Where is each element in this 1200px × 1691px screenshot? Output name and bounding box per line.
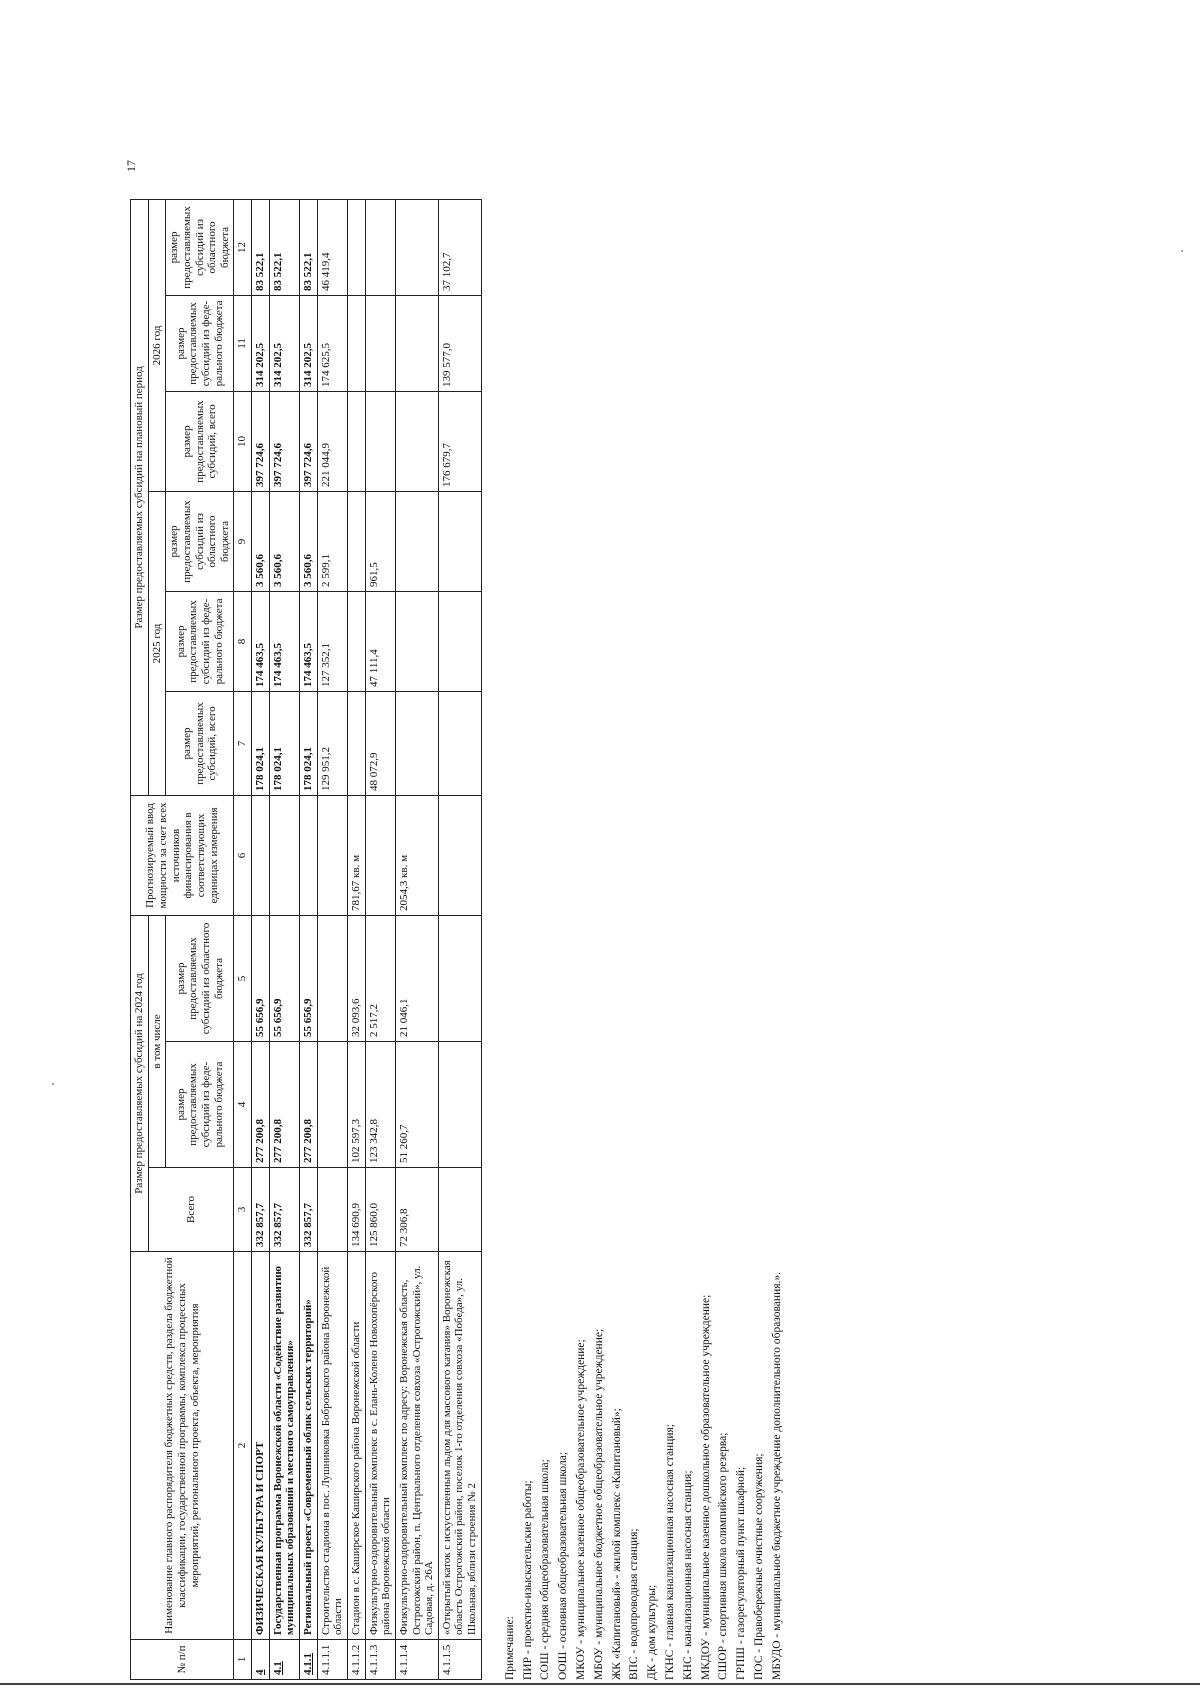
header-row-1 bbox=[131, 199, 149, 1679]
reg-2024-header: размер предоставляемых субсидий из областного бюджета bbox=[166, 915, 234, 1041]
value-cell bbox=[395, 391, 438, 491]
value-cell bbox=[438, 795, 481, 915]
value-cell: 397 724,6 bbox=[269, 391, 299, 491]
value-cell: 134 690,9 bbox=[347, 1168, 365, 1252]
scan-speck bbox=[52, 1083, 54, 1085]
reg-2025-header: размер предоставляемых субсидий из областного бюджета bbox=[166, 491, 234, 591]
including-header: в том числе bbox=[148, 915, 166, 1167]
note-line: ДК - дом культуры; bbox=[646, 1584, 659, 1680]
value-cell bbox=[395, 491, 438, 591]
value-cell: 51 260,7 bbox=[395, 1042, 438, 1168]
value-cell bbox=[395, 295, 438, 391]
table-row bbox=[269, 199, 299, 1679]
value-cell bbox=[438, 915, 481, 1041]
notes-section bbox=[502, 200, 787, 1680]
notes-title: Примечание: bbox=[503, 1616, 516, 1680]
note-line: МБУДО - муниципальное бюджетное учреждение дополнительного образования.». bbox=[770, 1271, 783, 1680]
value-cell: 174 463,5 bbox=[269, 591, 299, 691]
reg-2026-header: размер предоставляемых субсидий из областного бюджета bbox=[166, 199, 234, 295]
index-cell: 5 bbox=[234, 915, 252, 1041]
value-cell: 21 046,1 bbox=[395, 915, 438, 1041]
index-cell: 2 bbox=[234, 1252, 252, 1640]
value-cell: 2054,3 кв. м bbox=[395, 795, 438, 915]
note-line: ПИР - проектно-изыскательские работы; bbox=[521, 1480, 534, 1680]
value-cell: 3 560,6 bbox=[269, 491, 299, 591]
value-cell bbox=[438, 691, 481, 795]
value-cell: 332 857,7 bbox=[269, 1168, 299, 1252]
value-cell bbox=[317, 1042, 347, 1168]
value-cell bbox=[438, 591, 481, 691]
table-row bbox=[300, 199, 318, 1679]
value-cell: 176 679,7 bbox=[438, 391, 481, 491]
value-cell: 127 352,1 bbox=[317, 591, 347, 691]
subsidies-table bbox=[130, 199, 482, 1680]
fed-2024-header: размер предоставляемых субсидий из феде-рального бюджета bbox=[166, 1042, 234, 1168]
value-cell: 83 522,1 bbox=[269, 199, 299, 295]
note-line: СОШ - средняя общеобразовательная школа; bbox=[539, 1459, 552, 1680]
table-row bbox=[347, 199, 365, 1679]
table-row bbox=[438, 199, 481, 1679]
row-number-cell: 4.1.1.4 bbox=[395, 1640, 438, 1680]
value-cell: 332 857,7 bbox=[300, 1168, 318, 1252]
scan-speck bbox=[1181, 250, 1183, 252]
row-number-cell: 4 bbox=[252, 1640, 270, 1680]
value-cell: 2 517,2 bbox=[365, 915, 395, 1041]
value-cell: 47 111,4 bbox=[365, 591, 395, 691]
table-row bbox=[365, 199, 395, 1679]
note-line: СШОР - спортивная школа олимпийского резерва; bbox=[717, 1432, 730, 1680]
row-number-cell: 4.1.1.1 bbox=[317, 1640, 347, 1680]
value-cell bbox=[269, 795, 299, 915]
value-cell: 139 577,0 bbox=[438, 295, 481, 391]
index-cell: 4 bbox=[234, 1042, 252, 1168]
value-cell: 397 724,6 bbox=[252, 391, 270, 491]
value-cell: 332 857,7 bbox=[252, 1168, 270, 1252]
value-cell bbox=[395, 691, 438, 795]
value-cell: 178 024,1 bbox=[252, 691, 270, 795]
index-cell: 6 bbox=[234, 795, 252, 915]
value-cell: 3 560,6 bbox=[300, 491, 318, 591]
row-number-cell: 4.1.1.2 bbox=[347, 1640, 365, 1680]
index-cell: 9 bbox=[234, 491, 252, 591]
row-name-cell: Физкультурно-оздоровительный комплекс по адресу: Воронежская область, Острогожский район, п. Центрального отделения совхоза «Острогожский», ул. Садовая, д. 26А bbox=[395, 1252, 438, 1640]
capacity-header: Прогнозируемый ввод мощности за счет всех источников финансирования в соответствующих единицах измерения bbox=[131, 795, 234, 915]
note-line: ПОС - Правобережные очистные сооружения; bbox=[753, 1453, 766, 1680]
index-cell: 7 bbox=[234, 691, 252, 795]
value-cell: 55 656,9 bbox=[269, 915, 299, 1041]
value-cell: 32 093,6 bbox=[347, 915, 365, 1041]
row-name-cell: ФИЗИЧЕСКАЯ КУЛЬТУРА И СПОРТ bbox=[252, 1252, 270, 1640]
row-number-cell: 4.1.1 bbox=[300, 1640, 318, 1680]
value-cell bbox=[347, 491, 365, 591]
row-name-cell: Региональный проект «Современный облик сельских территорий» bbox=[300, 1252, 318, 1640]
value-cell: 781,67 кв. м bbox=[347, 795, 365, 915]
value-cell bbox=[395, 199, 438, 295]
value-cell: 174 463,5 bbox=[300, 591, 318, 691]
value-cell: 174 463,5 bbox=[252, 591, 270, 691]
table-body bbox=[252, 199, 482, 1679]
value-cell: 37 102,7 bbox=[438, 199, 481, 295]
value-cell: 277 200,8 bbox=[269, 1042, 299, 1168]
total-2025-header: размер предоставляемых субсидий, всего bbox=[166, 691, 234, 795]
row-name-cell: Стадион в с. Каширское Каширского района Воронежской области bbox=[347, 1252, 365, 1640]
scan-edge-line bbox=[0, 1683, 1200, 1685]
value-cell: 102 597,3 bbox=[347, 1042, 365, 1168]
note-line: ГКНС - главная канализационная насосная станция; bbox=[664, 1423, 677, 1680]
index-cell: 3 bbox=[234, 1168, 252, 1252]
value-cell: 46 419,4 bbox=[317, 199, 347, 295]
value-cell: 221 044,9 bbox=[317, 391, 347, 491]
value-cell: 314 202,5 bbox=[252, 295, 270, 391]
value-cell: 48 072,9 bbox=[365, 691, 395, 795]
value-cell: 961,5 bbox=[365, 491, 395, 591]
value-cell: 72 306,8 bbox=[395, 1168, 438, 1252]
page-number: 17 bbox=[124, 160, 138, 172]
value-cell bbox=[317, 795, 347, 915]
value-cell: 3 560,6 bbox=[252, 491, 270, 591]
column-index-row bbox=[234, 199, 252, 1679]
note-line: МБОУ - муниципальное бюджетное общеобразовательное учреждение; bbox=[592, 1328, 605, 1680]
value-cell: 129 951,2 bbox=[317, 691, 347, 795]
value-cell: 277 200,8 bbox=[252, 1042, 270, 1168]
value-cell bbox=[347, 591, 365, 691]
note-line: ГРПШ - газорегуляторный пункт шкафной; bbox=[735, 1466, 748, 1680]
value-cell bbox=[438, 1042, 481, 1168]
value-cell bbox=[365, 295, 395, 391]
total-header: Всего bbox=[148, 1168, 234, 1252]
year-2025-header: 2025 год bbox=[148, 491, 166, 795]
value-cell: 55 656,9 bbox=[252, 915, 270, 1041]
value-cell: 83 522,1 bbox=[300, 199, 318, 295]
value-cell bbox=[317, 915, 347, 1041]
value-cell bbox=[438, 1168, 481, 1252]
row-name-cell: «Открытый каток с искусственным льдом для массового катания» Воронежская область Острогожский район, поселок 1-го отделения совхоза «Победа», ул. Школьная, вблизи строения № 2 bbox=[438, 1252, 481, 1640]
note-line: ЖК «Капитановый» - жилой комплекс «Капитановый»; bbox=[610, 1408, 623, 1680]
value-cell: 314 202,5 bbox=[269, 295, 299, 391]
value-cell: 83 522,1 bbox=[252, 199, 270, 295]
value-cell: 277 200,8 bbox=[300, 1042, 318, 1168]
fed-2026-header: размер предоставляемых субсидий из феде-рального бюджета bbox=[166, 295, 234, 391]
value-cell bbox=[347, 691, 365, 795]
value-cell: 174 625,5 bbox=[317, 295, 347, 391]
group-plan-header: Размер предоставляемых субсидий на плановый период bbox=[131, 199, 149, 795]
row-number-cell: 4.1.1.5 bbox=[438, 1640, 481, 1680]
note-line: КНС - канализационная насосная станция; bbox=[681, 1470, 694, 1680]
year-2026-header: 2026 год bbox=[148, 199, 166, 491]
value-cell bbox=[395, 591, 438, 691]
value-cell bbox=[252, 795, 270, 915]
col-name-header: Наименование главного распорядителя бюджетных средств, раздела бюджетной классификации, государственной программы, комплекса процессных мероприятий, регионального проекта, объекта, мероприятия bbox=[131, 1252, 234, 1640]
value-cell bbox=[365, 391, 395, 491]
value-cell bbox=[317, 1168, 347, 1252]
value-cell bbox=[365, 199, 395, 295]
table-row bbox=[395, 199, 438, 1679]
index-cell: 12 bbox=[234, 199, 252, 295]
value-cell: 125 860,0 bbox=[365, 1168, 395, 1252]
value-cell: 2 599,1 bbox=[317, 491, 347, 591]
col-num-header: № п/п bbox=[131, 1640, 234, 1680]
value-cell bbox=[347, 391, 365, 491]
row-name-cell: Строительство стадиона в пос. Лушниковка Бобровского района Воронежской области bbox=[317, 1252, 347, 1640]
index-cell: 1 bbox=[234, 1640, 252, 1680]
index-cell: 8 bbox=[234, 591, 252, 691]
value-cell: 397 724,6 bbox=[300, 391, 318, 491]
row-name-cell: Физкультурно-оздоровительный комплекс в с. Елань-Колено Новохопёрского района Воронежской области bbox=[365, 1252, 395, 1640]
note-line: ООШ - основная общеобразовательная школа; bbox=[557, 1451, 570, 1680]
note-line: ВПС - водопроводная станция; bbox=[628, 1528, 641, 1680]
value-cell bbox=[365, 795, 395, 915]
row-number-cell: 4.1 bbox=[269, 1640, 299, 1680]
value-cell: 123 342,8 bbox=[365, 1042, 395, 1168]
fed-2025-header: размер предоставляемых субсидий из феде-рального бюджета bbox=[166, 591, 234, 691]
value-cell bbox=[347, 295, 365, 391]
value-cell bbox=[438, 491, 481, 591]
table-row bbox=[252, 199, 270, 1679]
row-name-cell: Государственная программа Воронежской области «Содействие развитию муниципальных образований и местного самоуправления» bbox=[269, 1252, 299, 1640]
value-cell: 178 024,1 bbox=[269, 691, 299, 795]
index-cell: 10 bbox=[234, 391, 252, 491]
table-row bbox=[317, 199, 347, 1679]
value-cell: 314 202,5 bbox=[300, 295, 318, 391]
value-cell: 178 024,1 bbox=[300, 691, 318, 795]
value-cell bbox=[300, 795, 318, 915]
rotated-page-content bbox=[130, 200, 787, 1680]
value-cell bbox=[347, 199, 365, 295]
row-number-cell: 4.1.1.3 bbox=[365, 1640, 395, 1680]
index-cell: 11 bbox=[234, 295, 252, 391]
note-line: МКОУ - муниципальное казенное общеобразовательное учреждение; bbox=[574, 1339, 587, 1680]
value-cell: 55 656,9 bbox=[300, 915, 318, 1041]
total-2026-header: размер предоставляемых субсидий, всего bbox=[166, 391, 234, 491]
note-line: МКДОУ - муниципальное казенное дошкольное образовательное учреждение; bbox=[699, 1294, 712, 1680]
group-2024-header: Размер предоставляемых субсидий на 2024 год bbox=[131, 915, 149, 1251]
